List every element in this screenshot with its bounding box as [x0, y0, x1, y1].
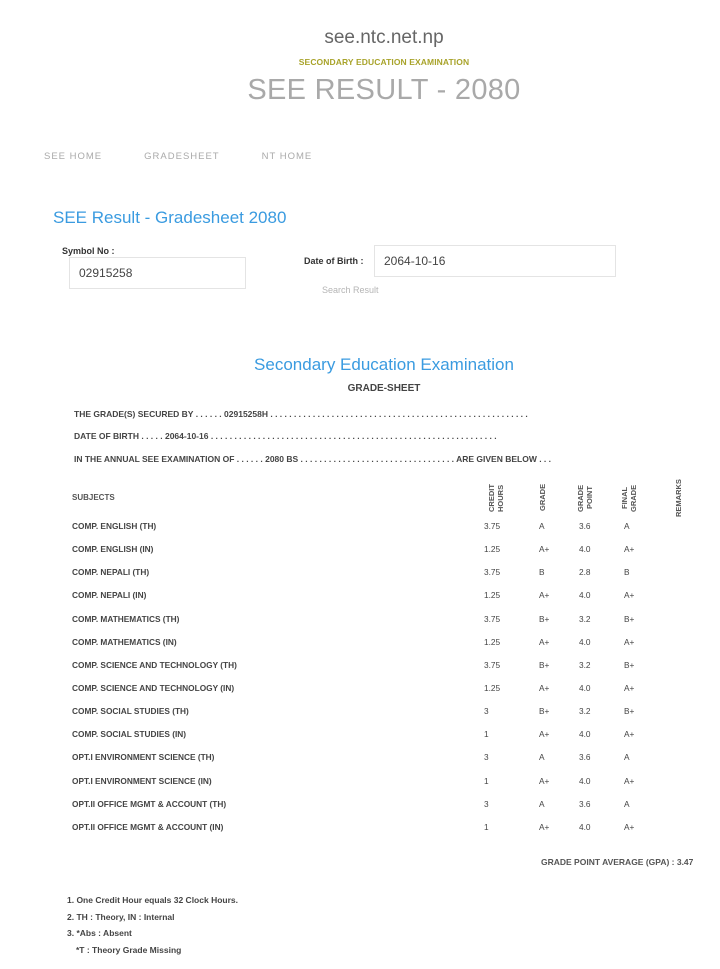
- nav-see-home[interactable]: SEE HOME: [44, 151, 103, 162]
- subject-cell: OPT.I ENVIRONMENT SCIENCE (TH): [72, 752, 215, 763]
- credit-hours-cell: 1.25: [484, 544, 501, 555]
- credit-hours-cell: 1.25: [484, 590, 501, 601]
- table-row: [0, 745, 720, 768]
- subject-cell: COMP. NEPALI (TH): [72, 567, 150, 578]
- grade-point-cell: 3.2: [579, 659, 591, 670]
- table-row: [0, 815, 720, 838]
- subject-cell: OPT.II OFFICE MGMT & ACCOUNT (TH): [72, 798, 227, 809]
- gradesheet-title: Secondary Education Examination: [254, 355, 514, 374]
- table-row: [0, 583, 720, 606]
- credit-hours-cell: 1.25: [484, 682, 501, 693]
- grade-cell: A+: [539, 729, 550, 740]
- grade-cell: B+: [539, 659, 550, 670]
- final-grade-cell: A: [624, 752, 630, 763]
- credit-hours-cell: 3.75: [484, 613, 501, 624]
- table-row: [0, 514, 720, 537]
- note-3: 3. *Abs : Absent: [67, 928, 132, 938]
- subject-cell: COMP. NEPALI (IN): [72, 590, 147, 601]
- grade-point-cell: 4.0: [579, 590, 591, 601]
- grade-point-cell: 3.2: [579, 706, 591, 717]
- final-grade-cell: B+: [624, 659, 635, 670]
- credit-hours-cell: 1: [484, 775, 489, 786]
- grades-table-body: [0, 514, 720, 838]
- table-row: [0, 607, 720, 630]
- grade-cell: A: [539, 521, 545, 531]
- grade-point-cell: 4.0: [579, 636, 591, 647]
- grade-cell: B+: [539, 706, 550, 717]
- credit-hours-cell: 3: [484, 752, 489, 763]
- col-remarks: REMARKS: [674, 479, 683, 517]
- grade-cell: A: [539, 798, 545, 809]
- note-2: 2. TH : Theory, IN : Internal: [67, 911, 175, 922]
- grade-point-cell: 4.0: [579, 775, 591, 786]
- credit-hours-cell: 1.25: [484, 636, 501, 647]
- table-row: [0, 537, 720, 560]
- table-row: [0, 676, 720, 699]
- dob-label: Date of Birth :: [304, 256, 364, 266]
- final-grade-cell: B+: [624, 613, 635, 624]
- col-final-grade: FINAL GRADE: [620, 484, 638, 512]
- grade-cell: A+: [539, 544, 550, 555]
- grade-point-cell: 3.6: [579, 798, 591, 809]
- main-nav: [44, 151, 354, 162]
- subject-cell: COMP. MATHEMATICS (IN): [72, 636, 177, 647]
- dob-line: DATE OF BIRTH . . . . . 2064-10-16 . . . . . . . . . . . . . . . . . . . . . . . . . . . . . . . . . . . . . . . . . . . . . . . . . . . . . . . . . . . . .: [74, 431, 497, 441]
- table-row: [0, 560, 720, 583]
- credit-hours-cell: 1: [484, 821, 489, 832]
- table-row: [0, 699, 720, 722]
- dob-input[interactable]: [374, 245, 616, 277]
- result-title: SEE RESULT - 2080: [247, 74, 521, 106]
- col-grade-point: GRADE POINT: [576, 484, 594, 512]
- final-grade-cell: A: [624, 798, 630, 809]
- final-grade-cell: A+: [624, 636, 635, 647]
- nav-gradesheet[interactable]: GRADESHEET: [144, 151, 220, 162]
- gradesheet-subtitle: GRADE-SHEET: [347, 383, 421, 394]
- search-result-button[interactable]: Search Result: [322, 285, 379, 295]
- grade-point-cell: 4.0: [579, 544, 591, 555]
- subject-cell: COMP. SCIENCE AND TECHNOLOGY (IN): [72, 682, 235, 693]
- grade-cell: A: [539, 752, 545, 763]
- final-grade-cell: A+: [624, 775, 635, 786]
- credit-hours-cell: 3: [484, 798, 489, 809]
- exam-line: IN THE ANNUAL SEE EXAMINATION OF . . . . . . 2080 BS . . . . . . . . . . . . . . . . . . . . . . . . . . . . . . . . . ARE GIVEN BELOW . . .: [74, 454, 552, 464]
- grade-point-cell: 3.2: [579, 613, 591, 624]
- exam-name: SECONDARY EDUCATION EXAMINATION: [298, 57, 470, 67]
- table-row: [0, 722, 720, 745]
- col-grade: GRADE: [538, 483, 547, 511]
- grade-cell: A+: [539, 636, 550, 647]
- grade-cell: A+: [539, 821, 550, 832]
- grade-cell: B+: [539, 613, 550, 624]
- col-credit-hours: CREDIT HOURS: [487, 484, 505, 512]
- grade-point-cell: 4.0: [579, 682, 591, 693]
- final-grade-cell: A+: [624, 590, 635, 601]
- subject-cell: COMP. SOCIAL STUDIES (IN): [72, 729, 187, 740]
- final-grade-cell: A+: [624, 682, 635, 693]
- final-grade-cell: A+: [624, 821, 635, 832]
- subject-cell: OPT.II OFFICE MGMT & ACCOUNT (IN): [72, 821, 224, 832]
- credit-hours-cell: 3.75: [484, 567, 501, 578]
- grade-point-cell: 2.8: [579, 567, 591, 578]
- grade-cell: A+: [539, 682, 550, 693]
- subject-cell: COMP. ENGLISH (TH): [72, 521, 157, 531]
- credit-hours-cell: 3: [484, 706, 489, 717]
- grade-point-cell: 4.0: [579, 729, 591, 740]
- note-4: *T : Theory Grade Missing: [76, 944, 182, 955]
- gpa-line: GRADE POINT AVERAGE (GPA) : 3.47: [541, 857, 694, 867]
- credit-hours-cell: 1: [484, 729, 489, 740]
- final-grade-cell: A+: [624, 544, 635, 555]
- subject-cell: COMP. SCIENCE AND TECHNOLOGY (TH): [72, 659, 237, 670]
- table-row: [0, 630, 720, 653]
- credit-hours-cell: 3.75: [484, 521, 501, 531]
- site-host: see.ntc.net.np: [324, 27, 444, 48]
- table-row: [0, 769, 720, 792]
- symbol-label: Symbol No :: [62, 246, 115, 256]
- table-row: [0, 653, 720, 676]
- credit-hours-cell: 3.75: [484, 659, 501, 670]
- symbol-input[interactable]: [69, 257, 246, 289]
- col-subjects: SUBJECTS: [72, 493, 115, 502]
- secured-by-line: THE GRADE(S) SECURED BY . . . . . . 02915258H . . . . . . . . . . . . . . . . . . . . . . . . . . . . . . . . . . . . . . . . . . . . . . . . . . . . . . .: [74, 409, 528, 419]
- grade-cell: A+: [539, 775, 550, 786]
- grade-point-cell: 3.6: [579, 752, 591, 763]
- final-grade-cell: A: [624, 521, 630, 531]
- table-row: [0, 792, 720, 815]
- grade-point-cell: 3.6: [579, 521, 591, 531]
- grade-cell: B: [539, 567, 545, 578]
- subject-cell: COMP. MATHEMATICS (TH): [72, 613, 180, 624]
- subject-cell: COMP. SOCIAL STUDIES (TH): [72, 706, 189, 717]
- grade-point-cell: 4.0: [579, 821, 591, 832]
- subject-cell: OPT.I ENVIRONMENT SCIENCE (IN): [72, 775, 212, 786]
- form-title: SEE Result - Gradesheet 2080: [53, 208, 287, 227]
- note-1: 1. One Credit Hour equals 32 Clock Hours.: [67, 895, 238, 905]
- final-grade-cell: A+: [624, 729, 635, 740]
- final-grade-cell: B+: [624, 706, 635, 717]
- final-grade-cell: B: [624, 567, 630, 578]
- notes: [67, 895, 238, 961]
- nav-nt-home[interactable]: NT HOME: [261, 151, 313, 162]
- subject-cell: COMP. ENGLISH (IN): [72, 544, 154, 555]
- grade-cell: A+: [539, 590, 550, 601]
